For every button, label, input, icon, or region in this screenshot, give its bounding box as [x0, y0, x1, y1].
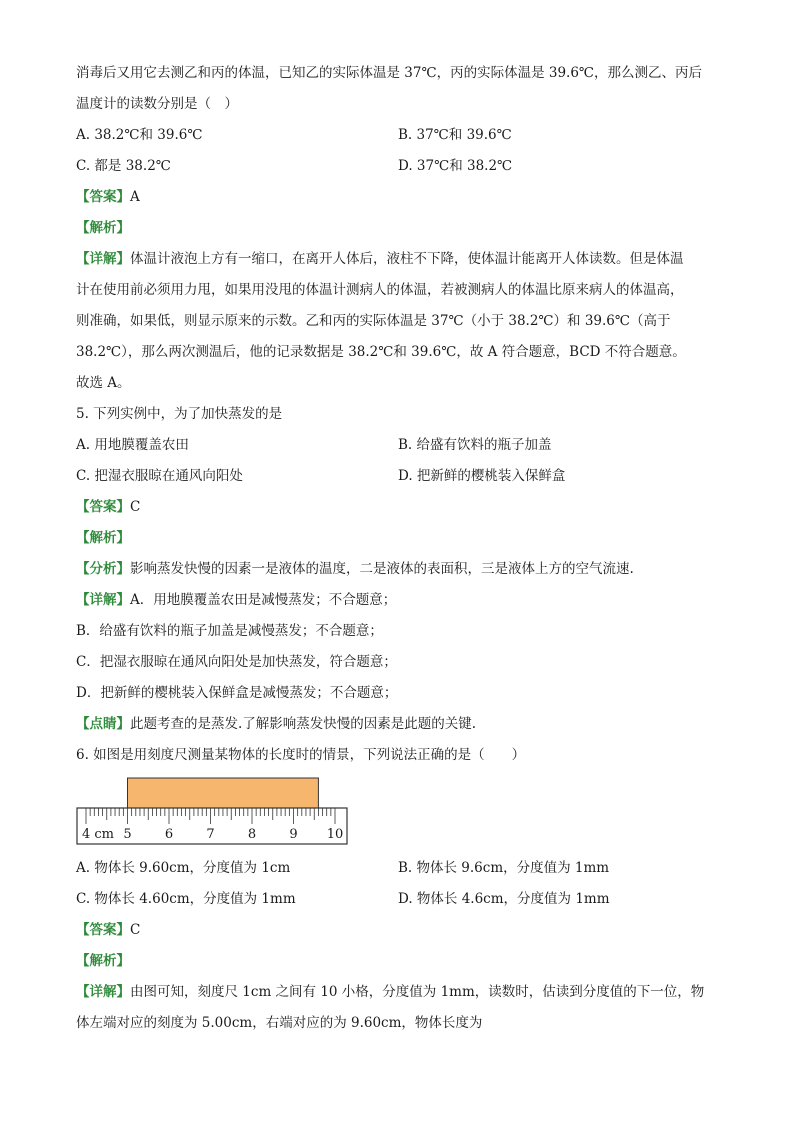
options-row — [76, 120, 721, 151]
detail-text: 计在使用前必须用力甩，如果用没甩的体温计测病人的体温，若被测病人的体温比原来病人的体温高， — [76, 282, 684, 298]
options-row — [76, 430, 721, 461]
answer-value: A — [130, 189, 140, 205]
option-c: C. 物体长 4.60cm，分度值为 1mm — [76, 891, 296, 907]
detail-text: 体左端对应的刻度为 5.00cm，右端对应的为 9.60cm，物体长度为 — [76, 1015, 483, 1031]
analysis-line — [76, 213, 721, 244]
question-stem: 6. 如图是用刻度尺测量某物体的长度时的情景，下列说法正确的是（ ） — [76, 747, 526, 763]
ruler-tick-label: 7 — [206, 827, 215, 842]
detail-tag: 【详解】 — [76, 592, 130, 608]
answer-line — [76, 915, 721, 946]
analysis-line — [76, 946, 721, 977]
question-text: 消毒后又用它去测乙和丙的体温，已知乙的实际体温是 37℃，丙的实际体温是 39.6℃，那么测乙、丙后 — [76, 65, 703, 81]
option-c: C. 都是 38.2℃ — [76, 158, 171, 174]
options-row — [76, 884, 721, 915]
detail-text: B．给盛有饮料的瓶子加盖是减慢蒸发；不合题意； — [76, 623, 383, 639]
detail-text: 38.2℃），那么两次测温后，他的记录数据是 38.2℃和 39.6℃，故 A 符合题意，BCD 不符合题意。 — [76, 344, 686, 360]
dianjing-text: 此题考查的是蒸发.了解影响蒸发快慢的因素是此题的关键. — [130, 716, 477, 732]
detail-text: C．把湿衣服晾在通风向阳处是加快蒸发，符合题意； — [76, 654, 397, 670]
detail-text: 由图可知，刻度尺 1cm 之间有 10 小格，分度值为 1mm，读数时，估读到分度值的下一位，物 — [130, 984, 705, 1000]
detail-tag: 【详解】 — [76, 251, 130, 267]
detail-tag: 【详解】 — [76, 984, 130, 1000]
option-b: B. 物体长 9.6cm，分度值为 1mm — [398, 860, 610, 876]
detail-text: D．把新鲜的樱桃装入保鲜盒是减慢蒸发；不合题意； — [76, 685, 398, 701]
option-b: B. 37℃和 39.6℃ — [398, 127, 512, 143]
measured-object — [128, 778, 319, 808]
answer-line — [76, 182, 721, 213]
detail-line — [76, 244, 721, 275]
answer-value: C — [130, 922, 141, 938]
option-b: B. 给盛有饮料的瓶子加盖 — [398, 437, 552, 453]
conclusion-text: 故选 A。 — [76, 375, 131, 391]
option-a: A. 用地膜覆盖农田 — [76, 437, 189, 453]
options-row — [76, 151, 721, 182]
analysis-tag: 【解析】 — [76, 530, 130, 546]
option-d: D. 物体长 4.6cm，分度值为 1mm — [398, 891, 610, 907]
ruler-tick-label: 9 — [289, 827, 298, 842]
ruler-tick-label: 4 cm — [82, 827, 115, 842]
option-c: C. 把湿衣服晾在通风向阳处 — [76, 468, 243, 484]
analysis-tag: 【解析】 — [76, 220, 130, 236]
answer-value: C — [130, 499, 141, 515]
option-a: A. 38.2℃和 39.6℃ — [76, 127, 203, 143]
ruler-diagram — [76, 777, 356, 849]
answer-tag: 【答案】 — [76, 499, 130, 515]
option-d: D. 37℃和 38.2℃ — [398, 158, 513, 174]
dianjing-tag: 【点睛】 — [76, 716, 130, 732]
detail-text: 体温计液泡上方有一缩口，在离开人体后，液柱不下降，使体温计能离开人体读数。但是体温 — [130, 251, 684, 267]
answer-tag: 【答案】 — [76, 922, 130, 938]
options-row — [76, 853, 721, 884]
detail-line — [76, 585, 721, 616]
detail-text: 则准确，如果低，则显示原来的示数。乙和丙的实际体温是 37℃（小于 38.2℃）和 39.6℃（高于 — [76, 313, 671, 329]
option-d: D. 把新鲜的樱桃装入保鲜盒 — [398, 468, 566, 484]
ruler-tick-label: 8 — [247, 827, 257, 842]
question-text: 温度计的读数分别是（ ） — [76, 96, 238, 112]
detail-line — [76, 977, 721, 1008]
answer-tag: 【答案】 — [76, 189, 130, 205]
ruler-tick-label: 10 — [326, 827, 344, 842]
ruler-tick-label: 5 — [123, 827, 132, 842]
ruler-figure — [76, 777, 356, 849]
document-page — [76, 58, 721, 1039]
analysis-tag: 【解析】 — [76, 953, 130, 969]
options-row — [76, 461, 721, 492]
ruler-tick-label: 6 — [164, 827, 174, 842]
answer-line — [76, 492, 721, 523]
analysis-line — [76, 523, 721, 554]
fenxi-line — [76, 554, 721, 585]
question-stem: 5. 下列实例中，为了加快蒸发的是 — [76, 406, 283, 422]
option-a: A. 物体长 9.60cm，分度值为 1cm — [76, 860, 291, 876]
fenxi-text: 影响蒸发快慢的因素一是液体的温度，二是液体的表面积，三是液体上方的空气流速. — [130, 561, 634, 577]
fenxi-tag: 【分析】 — [76, 561, 130, 577]
detail-text: A．用地膜覆盖农田是减慢蒸发；不合题意； — [130, 592, 397, 608]
dianjing-line — [76, 709, 721, 740]
